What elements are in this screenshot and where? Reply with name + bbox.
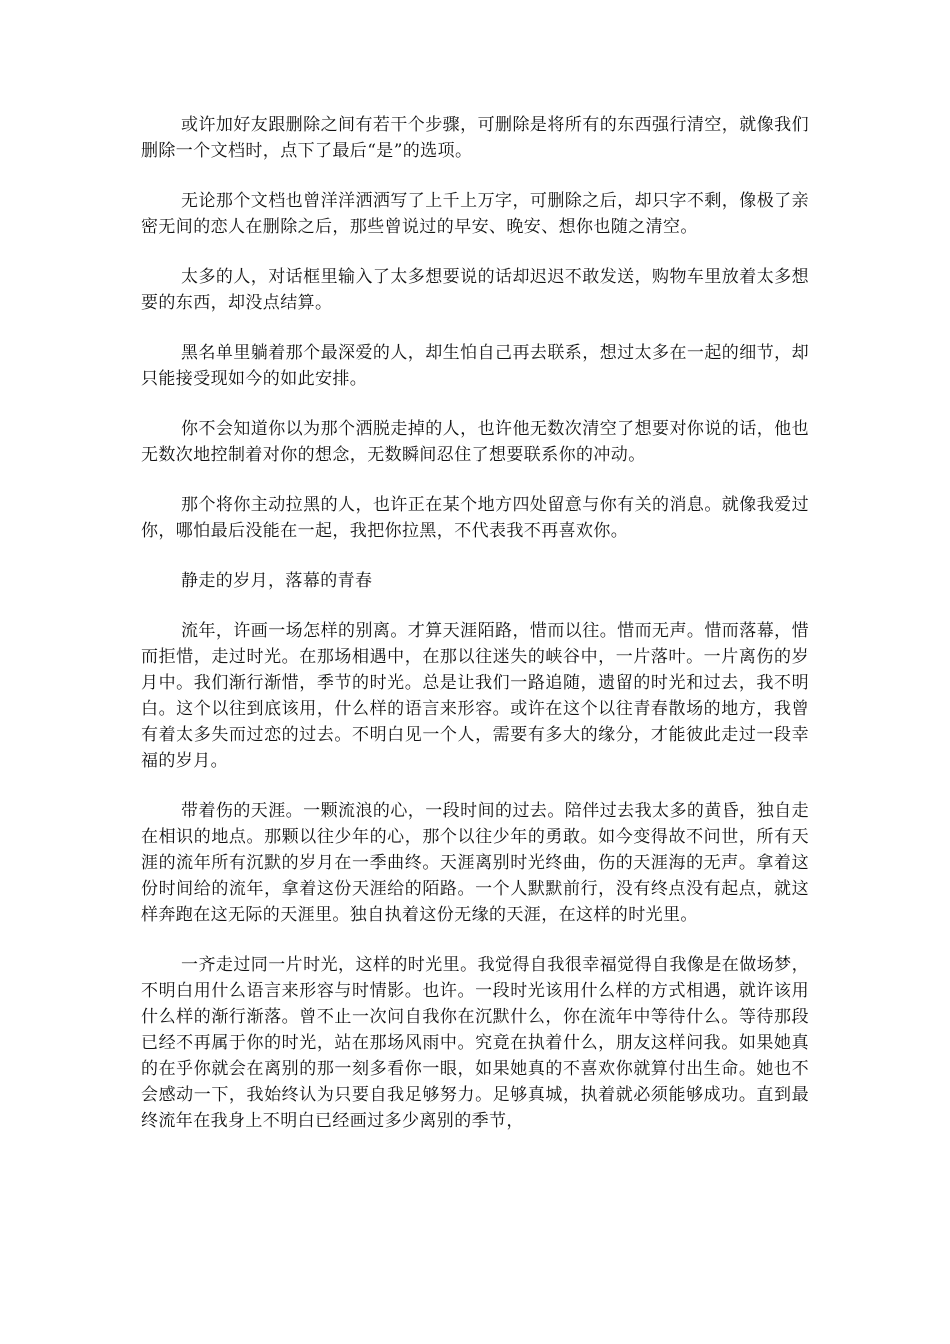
paragraph-9: 一齐走过同一片时光，这样的时光里。我觉得自我很幸福觉得自我像是在做场梦，不明白用什么语言来形容与时情影。也许。一段时光该用什么样的方式相遇，就许该用什么样的渐行渐落。曾不止一次问自我你在沉默什么，你在流年中等待什么。等待那段已经不再属于你的时光，站在那场风雨中。究竟在执着什么，朋友这样问我。如果她真的在乎你就会在离别的那一刻多看你一眼，如果她真的不喜欢你就算付出生命。她也不会感动一下，我始终认为只要自我足够努力。足够真城，执着就必须能够成功。直到最终流年在我身上不明白已经画过多少离别的季节， xyxy=(141,955,809,1131)
document-page xyxy=(141,112,809,1158)
paragraph-3: 太多的人，对话框里输入了太多想要说的话却迟迟不敢发送，购物车里放着太多想要的东西，却没点结算。 xyxy=(141,267,809,313)
paragraph-6: 那个将你主动拉黑的人，也许正在某个地方四处留意与你有关的消息。就像我爱过你，哪怕最后没能在一起，我把你拉黑，不代表我不再喜欢你。 xyxy=(141,495,809,541)
paragraph-5: 你不会知道你以为那个洒脱走掉的人，也许他无数次清空了想要对你说的话，他也无数次地控制着对你的想念，无数瞬间忍住了想要联系你的冲动。 xyxy=(141,419,809,465)
paragraph-2: 无论那个文档也曾洋洋洒洒写了上千上万字，可删除之后，却只字不剩，像极了亲密无间的恋人在删除之后，那些曾说过的早安、晚安、想你也随之清空。 xyxy=(141,191,809,237)
paragraph-4: 黑名单里躺着那个最深爱的人，却生怕自己再去联系，想过太多在一起的细节，却只能接受现如今的如此安排。 xyxy=(141,343,809,389)
paragraph-8: 带着伤的天涯。一颗流浪的心，一段时间的过去。陪伴过去我太多的黄昏，独自走在相识的地点。那颗以往少年的心，那个以往少年的勇敢。如今变得故不问世，所有天涯的流年所有沉默的岁月在一季曲终。天涯离别时光终曲，伤的天涯海的无声。拿着这份时间给的流年，拿着这份天涯给的陌路。一个人默默前行，没有终点没有起点，就这样奔跑在这无际的天涯里。独自执着这份无缘的天涯，在这样的时光里。 xyxy=(141,801,809,925)
paragraph-1: 或许加好友跟删除之间有若干个步骤，可删除是将所有的东西强行清空，就像我们删除一个文档时，点下了最后“是”的选项。 xyxy=(141,115,809,161)
paragraph-7: 流年，许画一场怎样的别离。才算天涯陌路，惜而以往。惜而无声。惜而落幕，惜而拒惜，走过时光。在那场相遇中，在那以往迷失的峡谷中，一片落叶。一片离伤的岁月中。我们渐行渐惜，季节的时光。总是让我们一路追随，遗留的时光和过去，我不明白。这个以往到底该用，什么样的语言来形容。或许在这个以往青春散场的地方，我曾有着太多失而过恋的过去。不明白见一个人，需要有多大的缘分，才能彼此走过一段幸福的岁月。 xyxy=(141,621,809,771)
section-heading: 静走的岁月，落幕的青春 xyxy=(181,571,373,591)
